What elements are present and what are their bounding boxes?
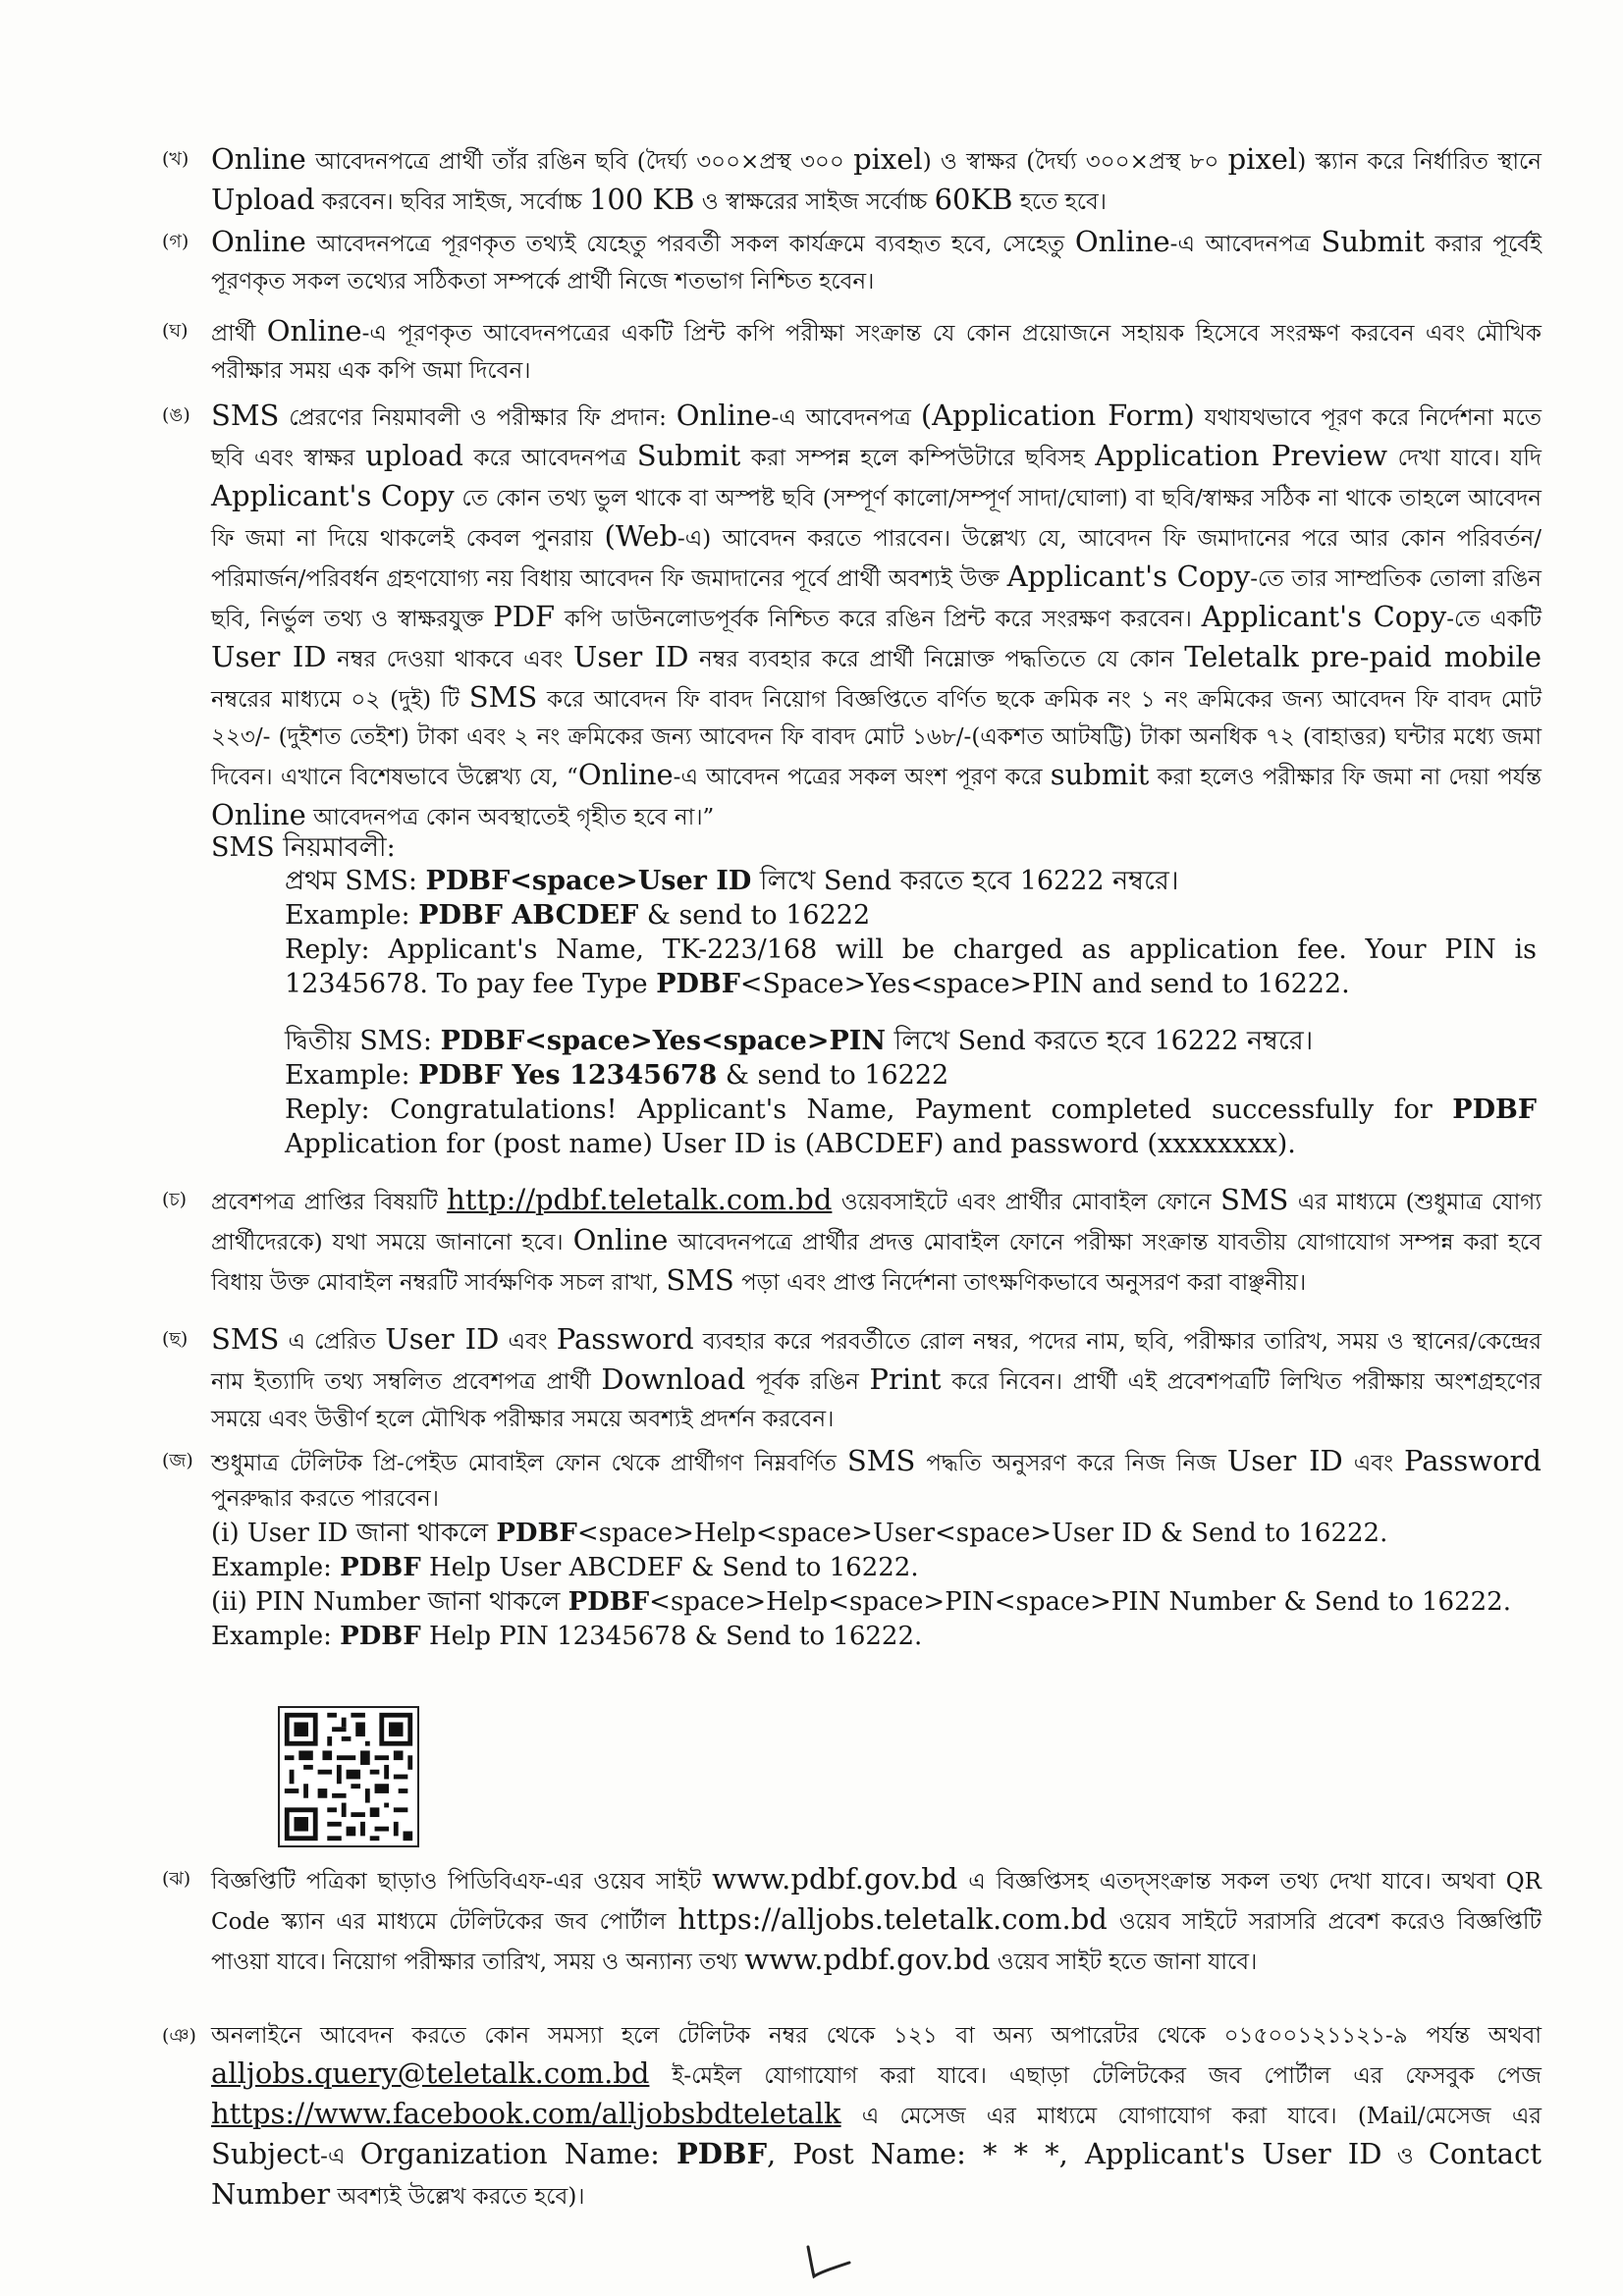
item-text: Online আবেদনপত্রে পূরণকৃত তথ্যই যেহেতু পরবর্তী সকল কার্যক্রমে ব্যবহৃত হবে, সেহেতু Online-এ আবেদনপত্র Submit করার পূর্বেই পূরণকৃত সকল তথ্যের সঠিকতা সম্পর্কে প্রার্থী নিজে শতভাগ নিশ্চিত হবেন। <box>211 225 1542 294</box>
item-text: প্রার্থী Online-এ পূরণকৃত আবেদনপত্রের একটি প্রিন্ট কপি পরীক্ষা সংক্রান্ত যে কোন প্রয়োজনে সহায়ক হিসেবে সংরক্ষণ করবেন এবং মৌখিক পরীক্ষার সময় এক কপি জমা দিবেন। <box>211 314 1542 384</box>
item-text: প্রবেশপত্র প্রাপ্তির বিষয়টি http://pdbf.teletalk.com.bd ওয়েবসাইটে এবং প্রার্থীর মোবাইল ফোনে SMS এর মাধ্যমে (শুধুমাত্র যোগ্য প্রার্থীদেরকে) যথা সময়ে জানানো হবে। Online আবেদনপত্রে প্রার্থীর প্রদত্ত মোবাইল ফোনে পরীক্ষা সংক্রান্ত যাবতীয় যোগাযোগ সম্পন্ন করা হবে বিধায় উক্ত মোবাইল নম্বরটি সার্বক্ষণিক সচল রাখা, SMS পড়া এবং প্রাপ্ত নির্দেশনা তাৎক্ষণিকভাবে অনুসরণ করা বাঞ্ছনীয়। <box>211 1183 1542 1297</box>
pin-recovery-line: (ii) PIN Number জানা থাকলে PDBF<space>Help<space>PIN<space>PIN Number & Send to 16222. <box>211 1587 1511 1617</box>
item-gha <box>162 312 1542 390</box>
sms-second-reply: Reply: Congratulations! Applicant's Name, Payment completed successfully for PDBF Application for (post name) User ID is (ABCDEF) and password (xxxxxxxx). <box>285 1095 1537 1159</box>
item-text: SMS এ প্রেরিত User ID এবং Password ব্যবহার করে পরবর্তীতে রোল নম্বর, পদের নাম, ছবি, পরীক্ষার তারিখ, সময় ও স্থানের/কেন্দ্রের নাম ইত্যাদি তথ্য সম্বলিত প্রবেশপত্র প্রার্থী Download পূর্বক রঙিন Print করে নিবেন। প্রার্থী এই প্রবেশপত্রটি লিখিত পরীক্ষায় অংশগ্রহণের সময়ে এবং উত্তীর্ণ হলে মৌখিক পরীক্ষার সময়ে অবশ্যই প্রদর্শন করবেন। <box>211 1322 1542 1432</box>
user-id-recovery-example: Example: PDBF Help User ABCDEF & Send to 16222. <box>211 1553 919 1582</box>
support-email-link[interactable]: alljobs.query@teletalk.com.bd <box>211 2056 650 2090</box>
item-marker: (ঘ) <box>162 320 189 342</box>
item-text: অনলাইনে আবেদন করতে কোন সমস্যা হলে টেলিটক নম্বর থেকে ১২১ বা অন্য অপারেটর থেকে ০১৫০০১২১১২১-৯ পর্যন্ত অথবা alljobs.query@teletalk.com.bd ই-মেইল যোগাযোগ করা যাবে। এছাড়া টেলিটকের জব পোর্টাল এর ফেসবুক পেজ https://www.facebook.com/alljobsbdteletalk এ মেসেজ এর মাধ্যমে যোগাযোগ করা যাবে। (Mail/মেসেজ এর Subject-এ Organization Name: PDBF, Post Name: * * *, Applicant's User ID ও Contact Number অবশ্যই উল্লেখ করতে হবে)। <box>211 2023 1542 2211</box>
sms-second-line: দ্বিতীয় SMS: PDBF<space>Yes<space>PIN লিখে Send করতে হবে 16222 নম্বরে। <box>285 1026 1314 1056</box>
item-jha <box>162 1860 1542 1981</box>
user-id-recovery-line: (i) User ID জানা থাকলে PDBF<space>Help<space>User<space>User ID & Send to 16222. <box>211 1519 1388 1548</box>
signature-mark <box>800 2243 859 2282</box>
item-marker: (জ) <box>162 1450 193 1471</box>
admit-card-link[interactable]: http://pdbf.teletalk.com.bd <box>447 1183 833 1216</box>
item-ga <box>162 223 1542 300</box>
item-ja <box>162 1443 1542 1654</box>
item-marker: (গ) <box>162 231 189 252</box>
item-text: Online আবেদনপত্রে প্রার্থী তাঁর রঙিন ছবি (দৈর্ঘ্য ৩০০×প্রস্থ ৩০০ pixel) ও স্বাক্ষর (দৈর্ঘ্য ৩০০×প্রস্থ ৮০ pixel) স্ক্যান করে নির্ধারিত স্থানে Upload করবেন। ছবির সাইজ, সর্বোচ্চ 100 KB ও স্বাক্ষরের সাইজ সর্বোচ্চ 60KB হতে হবে। <box>211 142 1542 216</box>
item-chha <box>162 1320 1542 1438</box>
item-marker: (ঙ) <box>162 404 190 426</box>
item-marker: (খ) <box>162 148 189 170</box>
pin-recovery-example: Example: PDBF Help PIN 12345678 & Send to 16222. <box>211 1622 923 1651</box>
item-text: SMS প্রেরণের নিয়মাবলী ও পরীক্ষার ফি প্রদান: Online-এ আবেদনপত্র (Application Form) যথাযথভাবে পূরণ করে নির্দেশনা মতে ছবি এবং স্বাক্ষর upload করে আবেদনপত্র Submit করা সম্পন্ন হলে কম্পিউটারে ছবিসহ Application Preview দেখা যাবে। যদি Applicant's Copy তে কোন তথ্য ভুল থাকে বা অস্পষ্ট ছবি (সম্পূর্ণ কালো/সম্পূর্ণ সাদা/ঘোলা) বা ছবি/স্বাক্ষর সঠিক না থাকে তাহলে আবেদন ফি জমা না দিয়ে থাকলেই কেবল পুনরায় (Web-এ) আবেদন করতে পারবেন। উল্লেখ্য যে, আবেদন ফি জমাদানের পরে আর কোন পরিবর্তন/পরিমার্জন/পরিবর্ধন গ্রহণযোগ্য নয় বিধায় আবেদন ফি জমাদানের পূর্বে প্রার্থী অবশ্যই উক্ত Applicant's Copy-তে তার সাম্প্রতিক তোলা রঙিন ছবি, নির্ভুল তথ্য ও স্বাক্ষরযুক্ত PDF কপি ডাউনলোডপূর্বক নিশ্চিত করে রঙিন প্রিন্ট করে সংরক্ষণ করবেন। Applicant's Copy-তে একটি User ID নম্বর দেওয়া থাকবে এবং User ID নম্বর ব্যবহার করে প্রার্থী নিম্নোক্ত পদ্ধতিতে যে কোন Teletalk pre-paid mobile নম্বরের মাধ্যমে ০২ (দুই) টি SMS করে আবেদন ফি বাবদ নিয়োগ বিজ্ঞপ্তিতে বর্ণিত ছকে ক্রমিক নং ১ নং ক্রমিকের জন্য আবেদন ফি বাবদ মোট ২২৩/- (দুইশত তেইশ) টাকা এবং ২ নং ক্রমিকের জন্য আবেদন ফি বাবদ মোট ১৬৮/-(একশত আটষট্টি) টাকা অনধিক ৭২ (বাহাত্তর) ঘন্টার মধ্যে জমা দিবেন। এখানে বিশেষভাবে উল্লেখ্য যে, “Online-এ আবেদন পত্রের সকল অংশ পূরণ করে submit করা হলেও পরীক্ষার ফি জমা না দেয়া পর্যন্ত Online আবেদনপত্র কোন অবস্থাতেই গৃহীত হবে না।” <box>211 399 1542 831</box>
sms-second-block <box>285 1024 1537 1161</box>
item-marker: (ছ) <box>162 1328 189 1350</box>
alljobs-portal-link[interactable]: https://alljobs.teletalk.com.bd <box>677 1902 1108 1936</box>
item-marker: (ঝ) <box>162 1868 191 1890</box>
item-cha <box>162 1181 1542 1302</box>
item-text: বিজ্ঞপ্তিটি পত্রিকা ছাড়াও পিডিবিএফ-এর ওয়েব সাইট www.pdbf.gov.bd এ বিজ্ঞপ্তিসহ এতদ্‌সংক্রান্ত সকল তথ্য দেখা যাবে। অথবা QR Code স্ক্যান এর মাধ্যমে টেলিটকের জব পোর্টাল https://alljobs.teletalk.com.bd ওয়েব সাইটে সরাসরি প্রবেশ করেও বিজ্ঞপ্তিটি পাওয়া যাবে। নিয়োগ পরীক্ষার তারিখ, সময় ও অন্যান্য তথ্য www.pdbf.gov.bd ওয়েব সাইট হতে জানা যাবে। <box>211 1862 1542 1976</box>
item-marker: (ঞ) <box>162 2025 196 2047</box>
item-marker: (চ) <box>162 1189 188 1210</box>
sms-second-example: Example: PDBF Yes 12345678 & send to 16222 <box>285 1060 949 1091</box>
item-kha <box>162 140 1542 221</box>
sms-first-line: প্রথম SMS: PDBF<space>User ID লিখে Send করতে হবে 16222 নম্বরে। <box>285 866 1179 896</box>
item-text: শুধুমাত্র টেলিটক প্রি-পেইড মোবাইল ফোন থেকে প্রার্থীগণ নিম্নবর্ণিত SMS পদ্ধতি অনুসরণ করে নিজ নিজ User ID এবং Password পুনরুদ্ধার করতে পারবেন। (i) User ID জানা থাকলে PDBF<space>Help<space>User<space>User ID & Send to 16222. Example: PDBF Help User ABCDEF & Send to 16222. (ii) PIN Number জানা থাকলে PDBF<space>Help<space>PIN<space>PIN Number & Send to 16222. Example: PDBF Help PIN 12345678 & Send to 16222. <box>211 1443 1542 1654</box>
pdbf-website-link[interactable]: www.pdbf.gov.bd <box>712 1862 958 1896</box>
sms-first-example: Example: PDBF ABCDEF & send to 16222 <box>285 900 871 931</box>
sms-rules-heading: SMS নিয়মাবলী: <box>211 832 396 863</box>
sms-first-reply: Reply: Applicant's Name, TK-223/168 will be charged as application fee. Your PIN is 12345678. To pay fee Type PDBF<Space>Yes<space>PIN and send to 16222. <box>285 934 1537 999</box>
item-umo <box>162 397 1542 836</box>
qr-code-image <box>278 1706 419 1847</box>
qr-code-icon <box>280 1708 417 1845</box>
sms-first-block <box>285 864 1537 1001</box>
item-nya <box>162 2017 1542 2216</box>
facebook-page-link[interactable]: https://www.facebook.com/alljobsbdteletalk <box>211 2097 841 2130</box>
pdbf-website-link-2[interactable]: www.pdbf.gov.bd <box>744 1943 991 1976</box>
